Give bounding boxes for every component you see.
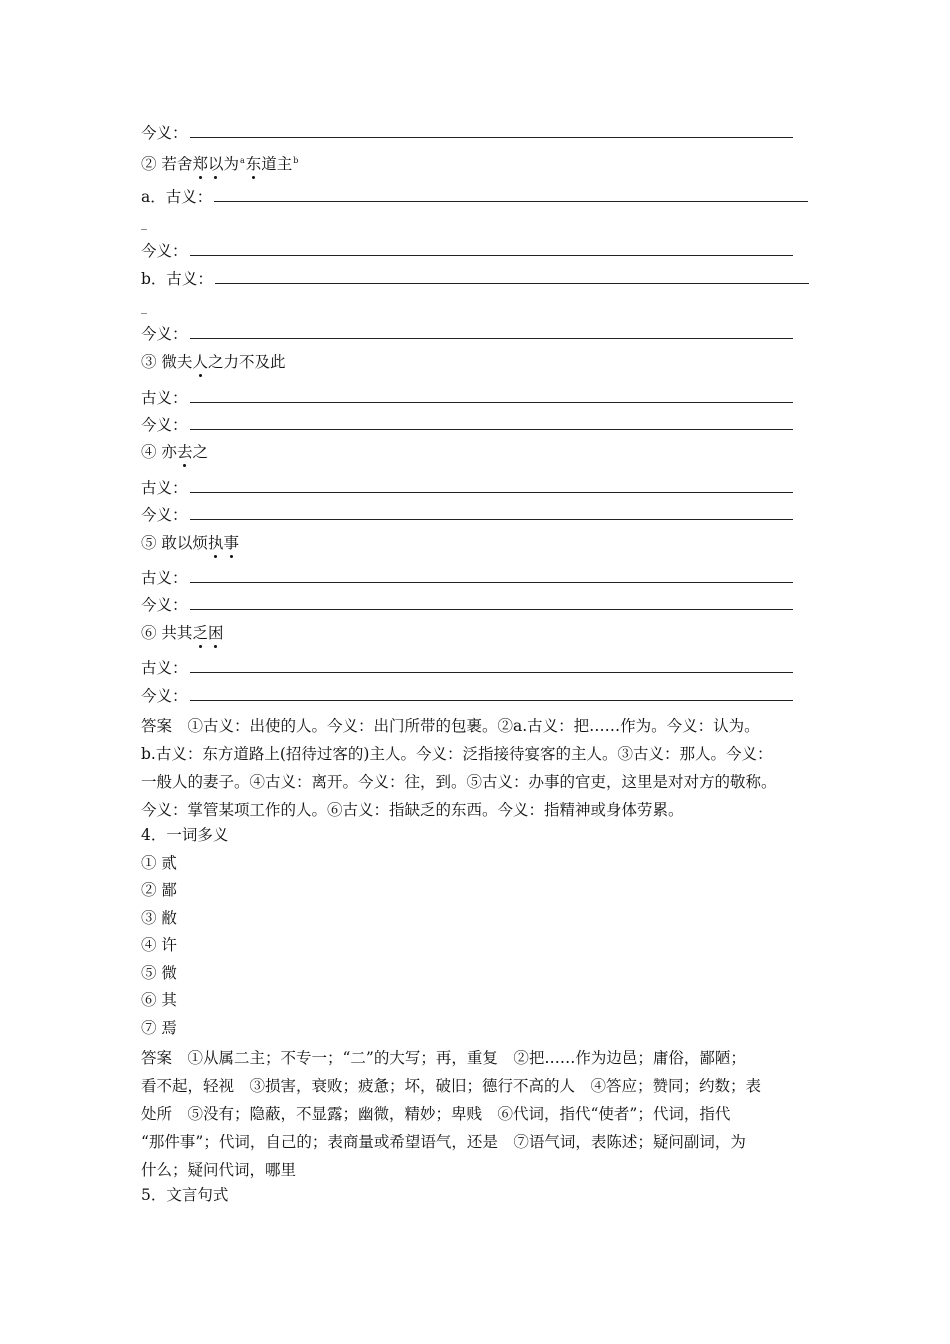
dash-text: _ <box>141 300 147 314</box>
item-6-modern-row <box>141 686 793 706</box>
dotted-char: 东 <box>245 155 262 173</box>
sentence-text: ② 若舍 <box>141 155 193 173</box>
item-4-sentence <box>141 442 208 462</box>
item-4-modern-row <box>141 505 793 525</box>
sentence-text: 之 <box>192 443 208 461</box>
answer-blank[interactable] <box>190 416 793 430</box>
item-2b-ancient-row <box>141 269 809 289</box>
ancient-meaning-label: b．古义： <box>141 270 213 288</box>
item-3-sentence <box>141 352 285 372</box>
answer-block-1 <box>141 712 821 824</box>
modern-meaning-label: 今义： <box>141 416 188 434</box>
section-5-title <box>141 1185 228 1205</box>
dash-mark <box>141 297 147 317</box>
item-6-ancient-row <box>141 658 793 678</box>
modern-meaning-label: 今义： <box>141 325 188 343</box>
answer-line: 答案 ①从属二主；不专一；“二”的大写；再，重复 ②把……作为边邑；庸俗，鄙陋； <box>141 1049 746 1067</box>
item-5-ancient-row <box>141 568 793 588</box>
item-5-modern-row <box>141 595 793 615</box>
word-item <box>141 908 177 928</box>
answer-blank[interactable] <box>190 389 793 403</box>
superscript-a: a <box>239 156 245 165</box>
dash-mark <box>141 213 147 233</box>
modern-meaning-label: 今义： <box>141 124 188 142</box>
word-item <box>141 935 177 955</box>
answer-blank[interactable] <box>190 124 793 138</box>
sentence-text: 道主 <box>261 155 293 173</box>
answer-line: 今义：掌管某项工作的人。⑥古义：指缺乏的东西。今义：指精神或身体劳累。 <box>141 801 684 819</box>
sentence-text: ④ 亦 <box>141 443 177 461</box>
word-text: ② 鄙 <box>141 881 177 899</box>
dotted-char: 执 <box>207 534 224 552</box>
ancient-meaning-label: 古义： <box>141 389 188 407</box>
modern-meaning-row-1 <box>141 123 793 143</box>
dotted-char: 困 <box>207 624 224 642</box>
answer-blank[interactable] <box>190 596 793 610</box>
ancient-meaning-label: a．古义： <box>141 188 213 206</box>
answer-line: 处所 ⑤没有；隐蔽，不显露；幽微，精妙；卑贱 ⑥代词，指代“使者”；代词，指代 <box>141 1105 731 1123</box>
dotted-char: 乏 <box>192 624 208 642</box>
modern-meaning-label: 今义： <box>141 687 188 705</box>
dotted-char: 郑 <box>192 155 208 173</box>
item-2a-ancient-row <box>141 187 808 207</box>
word-item <box>141 990 177 1010</box>
item-4-ancient-row <box>141 478 793 498</box>
section-4-title <box>141 825 228 845</box>
modern-meaning-label: 今义： <box>141 242 188 260</box>
word-text: ⑦ 焉 <box>141 1019 177 1037</box>
word-text: ④ 许 <box>141 936 177 954</box>
answer-blank[interactable] <box>214 188 808 202</box>
word-text: ⑤ 微 <box>141 964 177 982</box>
answer-blank[interactable] <box>190 506 793 520</box>
modern-meaning-label: 今义： <box>141 506 188 524</box>
answer-line: 答案 ①古义：出使的人。今义：出门所带的包裹。②a.古义：把……作为。今义：认为。 <box>141 717 760 735</box>
answer-line: “那件事”；代词，自己的；表商量或希望语气，还是 ⑦语气词，表陈述；疑问副词，为 <box>141 1133 746 1151</box>
answer-line: 一般人的妻子。④古义：离开。今义：往，到。⑤古义：办事的官吏，这里是对对方的敬称。 <box>141 773 777 791</box>
answer-line: 什么；疑问代词，哪里 <box>141 1161 297 1179</box>
dotted-char: 事 <box>223 534 239 552</box>
word-text: ① 贰 <box>141 854 177 872</box>
answer-blank[interactable] <box>190 479 793 493</box>
sentence-text: ⑥ 共其 <box>141 624 193 642</box>
dash-text: _ <box>141 216 147 230</box>
modern-meaning-label: 今义： <box>141 596 188 614</box>
word-item <box>141 963 177 983</box>
section-title: 5．文言句式 <box>141 1186 229 1204</box>
item-2b-modern-row <box>141 324 793 344</box>
ancient-meaning-label: 古义： <box>141 659 188 677</box>
sentence-text: 之力不及此 <box>207 353 286 371</box>
word-item <box>141 853 177 873</box>
answer-blank[interactable] <box>190 687 793 701</box>
sentence-text: ③ 微夫 <box>141 353 193 371</box>
answer-blank[interactable] <box>215 270 809 284</box>
word-item <box>141 1018 177 1038</box>
item-2a-modern-row <box>141 241 793 261</box>
word-text: ⑥ 其 <box>141 991 177 1009</box>
item-2-sentence <box>141 151 299 174</box>
item-3-ancient-row <box>141 388 793 408</box>
answer-blank[interactable] <box>190 659 793 673</box>
word-item <box>141 880 177 900</box>
section-title: 4．一词多义 <box>141 826 229 844</box>
answer-blank[interactable] <box>190 569 793 583</box>
answer-line: b.古义：东方道路上(招待过客的)主人。今义：泛指接待宴客的主人。③古义：那人。今义： <box>141 745 773 763</box>
dotted-char: 去 <box>176 443 193 461</box>
item-3-modern-row <box>141 415 793 435</box>
superscript-b: b <box>293 156 299 165</box>
ancient-meaning-label: 古义： <box>141 479 188 497</box>
dotted-char: 人 <box>192 353 208 371</box>
dotted-char: 以 <box>207 155 224 173</box>
sentence-text: ⑤ 敢以烦 <box>141 534 208 552</box>
word-text: ③ 敝 <box>141 909 177 927</box>
answer-blank[interactable] <box>190 242 793 256</box>
sentence-text: 为 <box>223 155 239 173</box>
ancient-meaning-label: 古义： <box>141 569 188 587</box>
item-6-sentence <box>141 623 223 643</box>
item-5-sentence <box>141 533 239 553</box>
answer-line: 看不起，轻视 ③损害，衰败；疲惫；坏，破旧；德行不高的人 ④答应；赞同；约数；表 <box>141 1077 762 1095</box>
answer-blank[interactable] <box>190 325 793 339</box>
answer-block-2 <box>141 1044 821 1184</box>
